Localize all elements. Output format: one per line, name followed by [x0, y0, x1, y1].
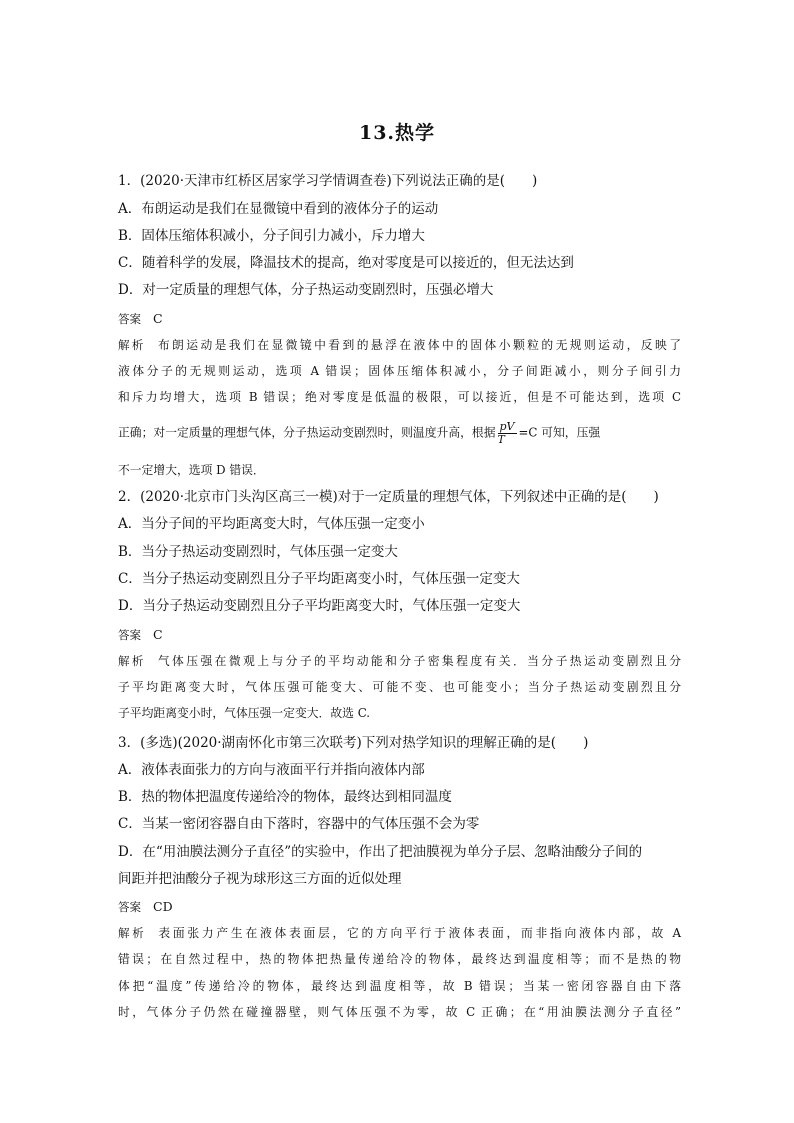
analysis-text: 气体压强在微观上与分子的平均动能和分子密集程度有关．当分子热运动变剧烈且分 — [157, 654, 681, 668]
q3-analysis-line: 时，气体分子仍然在碰撞器壁，则气体压强不为零，故 C 正确；在“用油膜法测分子直径” — [118, 1005, 681, 1019]
answer-label: 答案 — [118, 312, 141, 326]
answer-value: C — [153, 311, 163, 326]
q1-option-a: A．布朗运动是我们在显微镜中看到的液体分子的运动 — [118, 201, 439, 217]
q1-option-d: D．对一定质量的理想气体，分子热运动变剧烈时，压强必增大 — [118, 282, 494, 298]
q3-analysis-line: 错误；在自然过程中，热的物体把热量传递给冷的物体，最终达到温度相等；而不是热的物 — [118, 952, 681, 966]
analysis-label: 解析 — [118, 654, 146, 668]
fraction — [498, 421, 517, 446]
q2-option-a: A．当分子间的平均距离变大时，气体压强一定变小 — [118, 516, 425, 532]
fraction-numerator: pV — [499, 420, 515, 433]
q3-analysis-line: 体把“温度”传递给冷的物体，最终达到温度相等，故 B 错误；当某一密闭容器自由下落 — [118, 979, 681, 993]
analysis-label: 解析 — [118, 338, 146, 352]
q2-option-b: B．当分子热运动变剧烈时，气体压强一定变大 — [118, 544, 398, 560]
answer-label: 答案 — [118, 900, 141, 914]
q1-option-b: B．固体压缩体积减小，分子间引力减小，斥力增大 — [118, 228, 425, 244]
q1-analysis-line: 液体分子的无规则运动，选项 A 错误；固体压缩体积减小，分子间距减小，则分子间引力 — [118, 364, 681, 378]
q2-analysis-line: 子平均距离变小时，气体压强一定变大．故选 C. — [118, 706, 371, 720]
q2-option-c: C．当分子热运动变剧烈且分子平均距离变小时，气体压强一定变大 — [118, 571, 520, 587]
answer-value: C — [153, 627, 163, 642]
analysis-text: 布朗运动是我们在显微镜中看到的悬浮在液体中的固体小颗粒的无规则运动，反映了 — [157, 338, 681, 352]
analysis-text: =C 可知，压强 — [518, 425, 601, 440]
q1-option-c: C．随着科学的发展，降温技术的提高，绝对零度是可以接近的，但无法达到 — [118, 255, 574, 271]
q2-analysis-line — [118, 653, 681, 669]
q1-analysis-line — [118, 421, 600, 446]
analysis-label: 解析 — [118, 926, 147, 940]
q3-option-d-continued: 间距并把油酸分子视为球形这三方面的近似处理 — [118, 871, 402, 887]
answer-label: 答案 — [118, 628, 141, 642]
q3-answer — [118, 898, 678, 916]
q1-analysis-line — [118, 337, 681, 353]
q3-option-d: D．在“用油膜法测分子直径”的实验中，作出了把油膜视为单分子层、忽略油酸分子间的 — [118, 844, 643, 860]
q2-stem: 2．(2020·北京市门头沟区高三一模)对于一定质量的理想气体，下列叙述中正确的是( ) — [118, 489, 659, 505]
q1-analysis-line: 和斥力均增大，选项 B 错误；绝对零度是低温的极限，可以接近，但是不可能达到，选项 C — [118, 390, 681, 404]
q2-answer — [118, 626, 678, 644]
q1-answer — [118, 310, 678, 328]
page-title: 13.热学 — [358, 122, 436, 144]
q3-option-a: A．液体表面张力的方向与液面平行并指向液体内部 — [118, 762, 425, 778]
q2-option-d: D．当分子热运动变剧烈且分子平均距离变大时，气体压强一定变大 — [118, 598, 521, 614]
analysis-text: 正确；对一定质量的理想气体，分子热运动变剧烈时，则温度升高，根据 — [118, 425, 496, 440]
q1-analysis-line: 不一定增大，选项 D 错误． — [118, 463, 265, 477]
analysis-text: 表面张力产生在液体表面层，它的方向平行于液体表面，而非指向液体内部，故 A — [158, 926, 682, 940]
fraction-denominator: T — [497, 433, 505, 446]
q3-stem: 3．(多选)(2020·湖南怀化市第三次联考)下列对热学知识的理解正确的是( ) — [118, 735, 589, 751]
q3-option-b: B．热的物体把温度传递给冷的物体，最终达到相同温度 — [118, 789, 452, 805]
q2-analysis-line: 子平均距离变大时，气体压强可能变大、可能不变、也可能变小；当分子热运动变剧烈且分 — [118, 680, 681, 694]
q3-analysis-line — [118, 925, 681, 941]
q1-stem: 1．(2020·天津市红桥区居家学习学情调查卷)下列说法正确的是( ) — [118, 173, 538, 189]
q3-option-c: C．当某一密闭容器自由下落时，容器中的气体压强不会为零 — [118, 816, 480, 832]
answer-value: CD — [153, 899, 173, 914]
